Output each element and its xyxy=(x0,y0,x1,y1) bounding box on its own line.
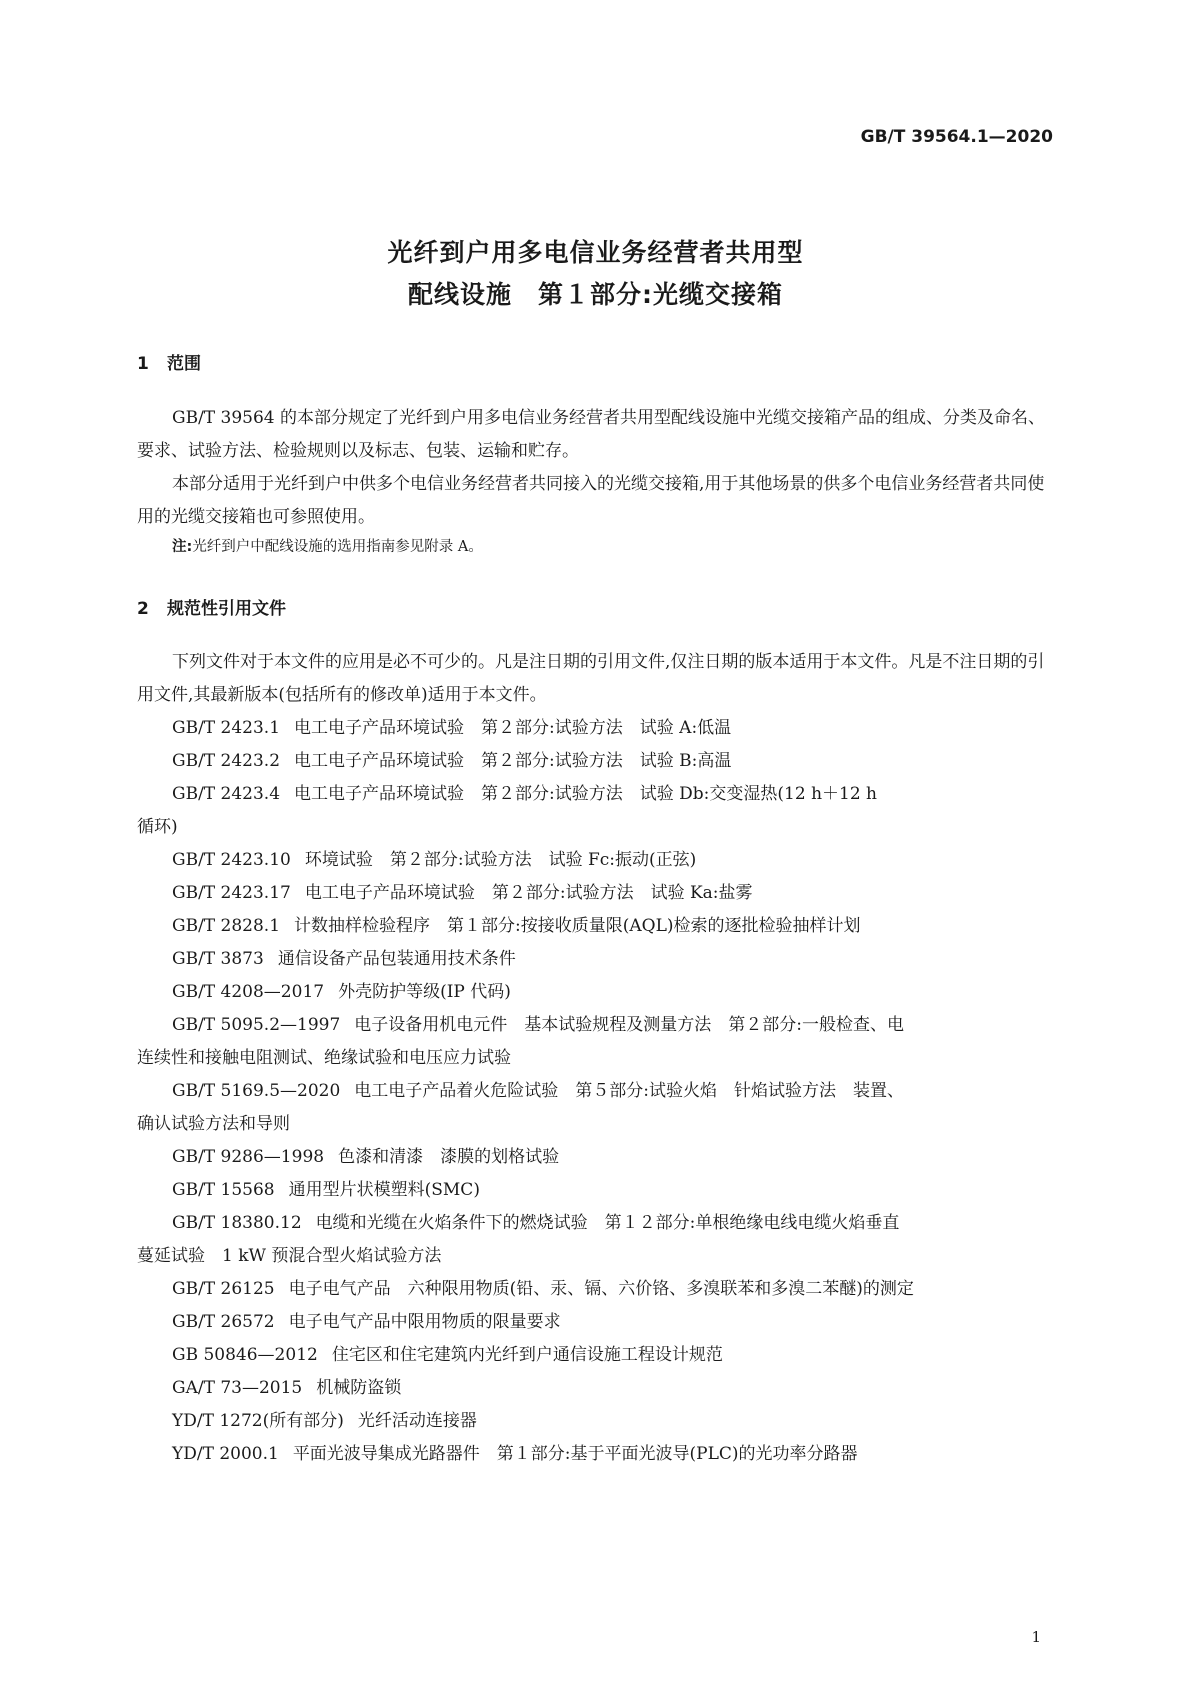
paragraph: 本部分适用于光纤到户中供多个电信业务经营者共同接入的光缆交接箱,用于其他场景的供多个电信业务经营者共同使用的光缆交接箱也可参照使用。 xyxy=(137,474,1045,527)
section-title: 规范性引用文件 xyxy=(167,599,286,619)
reference-code: GB/T 2423.10 xyxy=(172,850,291,870)
reference-title: 电工电子产品环境试验 第２部分:试验方法 试验 A:低温 xyxy=(294,718,732,738)
reference-code: GB 50846—2012 xyxy=(172,1345,318,1365)
reference-title: 电工电子产品着火危险试验 第５部分:试验火焰 针焰试验方法 装置、 xyxy=(354,1081,905,1101)
reference-item xyxy=(137,1207,1057,1240)
paragraph: GB/T 39564 的本部分规定了光纤到户用多电信业务经营者共用型配线设施中光缆交接箱产品的组成、分类及命名、要求、试验方法、检验规则以及标志、包装、运输和贮存。 xyxy=(137,408,1046,461)
note-label: 注: xyxy=(172,539,193,555)
reference-title: 电子电气产品中限用物质的限量要求 xyxy=(288,1312,561,1332)
section-1-heading xyxy=(137,349,201,374)
section-number: 2 xyxy=(137,599,149,619)
reference-item xyxy=(137,877,1057,910)
reference-title-continuation: 连续性和接触电阻测试、绝缘试验和电压应力试验 xyxy=(137,1048,511,1068)
reference-title: 电工电子产品环境试验 第２部分:试验方法 试验 B:高温 xyxy=(294,751,732,771)
reference-item xyxy=(137,1306,1057,1339)
reference-code: GB/T 26125 xyxy=(172,1279,275,1299)
reference-title: 平面光波导集成光路器件 第１部分:基于平面光波导(PLC)的光功率分路器 xyxy=(292,1444,858,1464)
reference-code: GB/T 26572 xyxy=(172,1312,275,1332)
document-title-line-1: 光纤到户用多电信业务经营者共用型 xyxy=(387,238,804,267)
reference-title: 色漆和清漆 漆膜的划格试验 xyxy=(338,1147,560,1167)
reference-title: 电子电气产品 六种限用物质(铅、汞、镉、六价铬、多溴联苯和多溴二苯醚)的测定 xyxy=(288,1279,914,1299)
section-title: 范围 xyxy=(167,354,201,374)
reference-item xyxy=(137,1372,1057,1405)
standard-code: GB/T 39564.1—2020 xyxy=(860,127,1053,147)
paragraph: 下列文件对于本文件的应用是必不可少的。凡是注日期的引用文件,仅注日期的版本适用于本文件。凡是不注日期的引用文件,其最新版本(包括所有的修改单)适用于本文件。 xyxy=(137,652,1045,705)
reference-code: GB/T 2423.1 xyxy=(172,718,281,738)
reference-code: GB/T 5095.2—1997 xyxy=(172,1015,341,1035)
reference-item xyxy=(137,1273,1057,1306)
section-1-body xyxy=(137,402,1057,561)
reference-item xyxy=(137,745,1057,778)
reference-item xyxy=(137,1405,1057,1438)
reference-title: 环境试验 第２部分:试验方法 试验 Fc:振动(正弦) xyxy=(304,850,697,870)
reference-list xyxy=(137,712,1057,1471)
note-text: 光纤到户中配线设施的选用指南参见附录 A。 xyxy=(192,539,483,555)
section-2-body xyxy=(137,646,1057,1471)
reference-code: GB/T 2828.1 xyxy=(172,916,281,936)
section-2-heading xyxy=(137,594,286,619)
reference-item xyxy=(137,1174,1057,1207)
reference-code: GB/T 4208—2017 xyxy=(172,982,325,1002)
reference-item xyxy=(137,943,1057,976)
reference-item xyxy=(137,1009,1057,1042)
reference-item xyxy=(137,778,1057,811)
reference-title-continuation: 确认试验方法和导则 xyxy=(137,1114,290,1134)
reference-item xyxy=(137,1141,1057,1174)
reference-title: 机械防盗锁 xyxy=(316,1378,402,1398)
section-number: 1 xyxy=(137,354,149,374)
reference-code: YD/T 1272(所有部分) xyxy=(172,1411,344,1431)
note xyxy=(137,534,1057,561)
reference-title: 计数抽样检验程序 第１部分:按接收质量限(AQL)检索的逐批检验抽样计划 xyxy=(294,916,861,936)
reference-item xyxy=(137,976,1057,1009)
reference-code: GA/T 73—2015 xyxy=(172,1378,303,1398)
reference-item xyxy=(137,1075,1057,1108)
reference-code: GB/T 2423.17 xyxy=(172,883,291,903)
reference-item xyxy=(137,844,1057,877)
reference-code: GB/T 3873 xyxy=(172,949,264,969)
reference-item xyxy=(137,910,1057,943)
reference-code: GB/T 18380.12 xyxy=(172,1213,302,1233)
reference-title: 电工电子产品环境试验 第２部分:试验方法 试验 Ka:盐雾 xyxy=(304,883,753,903)
reference-code: GB/T 2423.2 xyxy=(172,751,281,771)
reference-title: 住宅区和住宅建筑内光纤到户通信设施工程设计规范 xyxy=(331,1345,723,1365)
reference-code: GB/T 9286—1998 xyxy=(172,1147,325,1167)
reference-title-continuation: 蔓延试验 1 kW 预混合型火焰试验方法 xyxy=(137,1246,442,1266)
reference-title: 光纤活动连接器 xyxy=(357,1411,477,1431)
reference-title: 电工电子产品环境试验 第２部分:试验方法 试验 Db:交变湿热(12 h＋12 h xyxy=(294,784,878,804)
reference-item xyxy=(137,1438,1057,1471)
reference-title: 通信设备产品包装通用技术条件 xyxy=(277,949,516,969)
reference-code: GB/T 2423.4 xyxy=(172,784,281,804)
reference-item xyxy=(137,712,1057,745)
reference-item xyxy=(137,1339,1057,1372)
document-title-line-2: 配线设施 第１部分:光缆交接箱 xyxy=(408,280,783,309)
reference-title-continuation: 循环) xyxy=(137,817,178,837)
reference-code: GB/T 5169.5—2020 xyxy=(172,1081,341,1101)
reference-title: 外壳防护等级(IP 代码) xyxy=(338,982,511,1002)
reference-title: 通用型片状模塑料(SMC) xyxy=(288,1180,480,1200)
reference-title: 电缆和光缆在火焰条件下的燃烧试验 第１２部分:单根绝缘电线电缆火焰垂直 xyxy=(315,1213,900,1233)
reference-code: YD/T 2000.1 xyxy=(172,1444,279,1464)
reference-code: GB/T 15568 xyxy=(172,1180,275,1200)
reference-title: 电子设备用机电元件 基本试验规程及测量方法 第２部分:一般检查、电 xyxy=(354,1015,905,1035)
page-number: 1 xyxy=(1031,1628,1041,1646)
